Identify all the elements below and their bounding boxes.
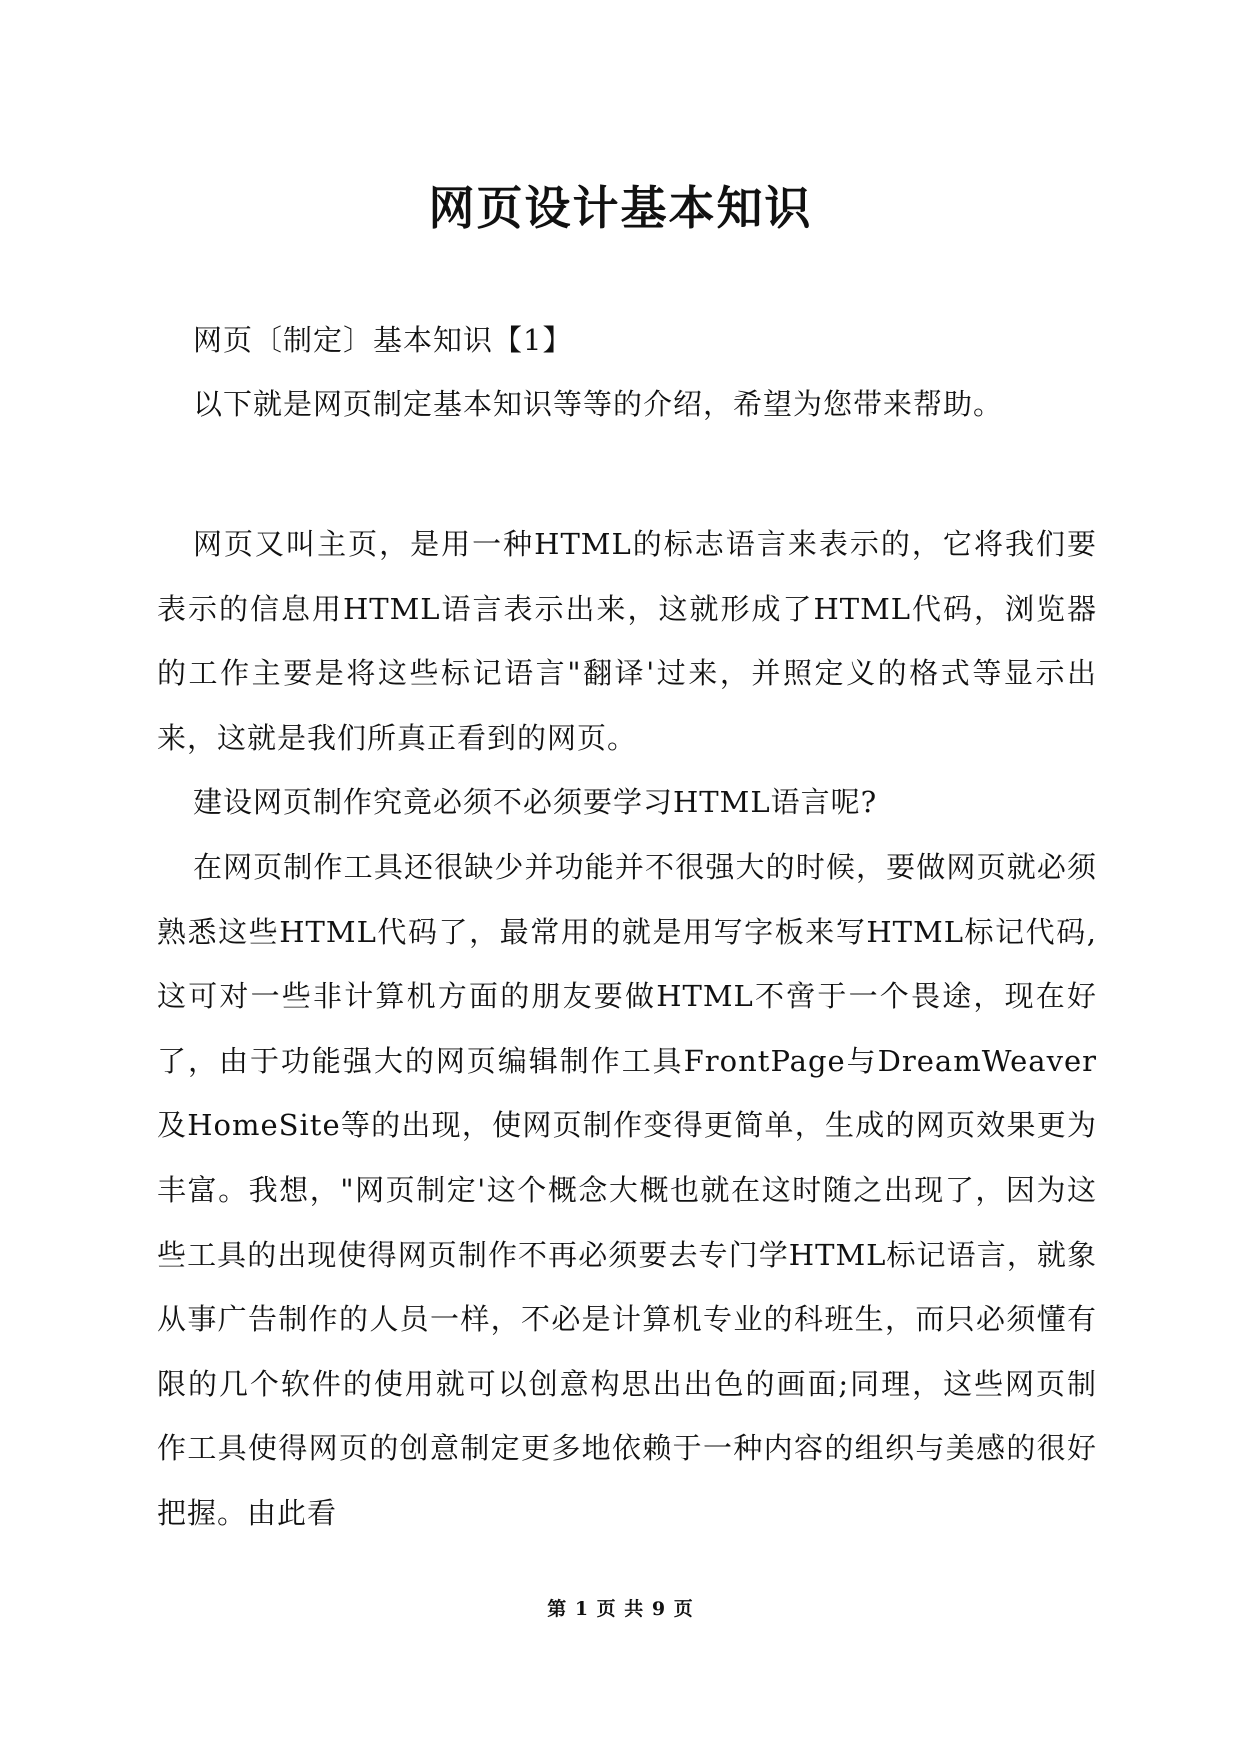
document-body	[157, 512, 1097, 1546]
section-heading: 网页〔制定〕基本知识【1】	[193, 323, 573, 357]
page-title: 网页设计基本知识	[428, 181, 813, 235]
body-paragraph: 网页又叫主页，是用一种HTML的标志语言来表示的，它将我们要表示的信息用HTML语言表示出来，这就形成了HTML代码，浏览器的工作主要是将这些标记语言"翻译'过来，并照定义的格式等显示出来，这就是我们所真正看到的网页。	[157, 527, 1097, 755]
page-footer: 第 1 页 共 9 页	[547, 1598, 694, 1620]
body-paragraph: 建设网页制作究竟必须不必须要学习HTML语言呢?	[193, 785, 878, 820]
intro-text: 以下就是网页制定基本知识等等的介绍，希望为您带来帮助。	[193, 387, 1004, 421]
body-paragraph: 在网页制作工具还很缺少并功能并不很强大的时候，要做网页就必须熟悉这些HTML代码了，最常用的就是用写字板来写HTML标记代码,这可对一些非计算机方面的朋友要做HTML不啻于一个畏途，现在好了，由于功能强大的网页编辑制作工具FrontPage与DreamWeaver及HomeSite等的出现，使网页制作变得更简单，生成的网页效果更为丰富。我想，"网页制定'这个概念大概也就在这时随之出现了，因为这些工具的出现使得网页制作不再必须要去专门学HTML标记语言，就象从事广告制作的人员一样，不必是计算机专业的科班生，而只必须懂有限的几个软件的使用就可以创意构思出出色的画面;同理，这些网页制作工具使得网页的创意制定更多地依赖于一种内容的组织与美感的很好把握。由此看	[157, 849, 1097, 1530]
